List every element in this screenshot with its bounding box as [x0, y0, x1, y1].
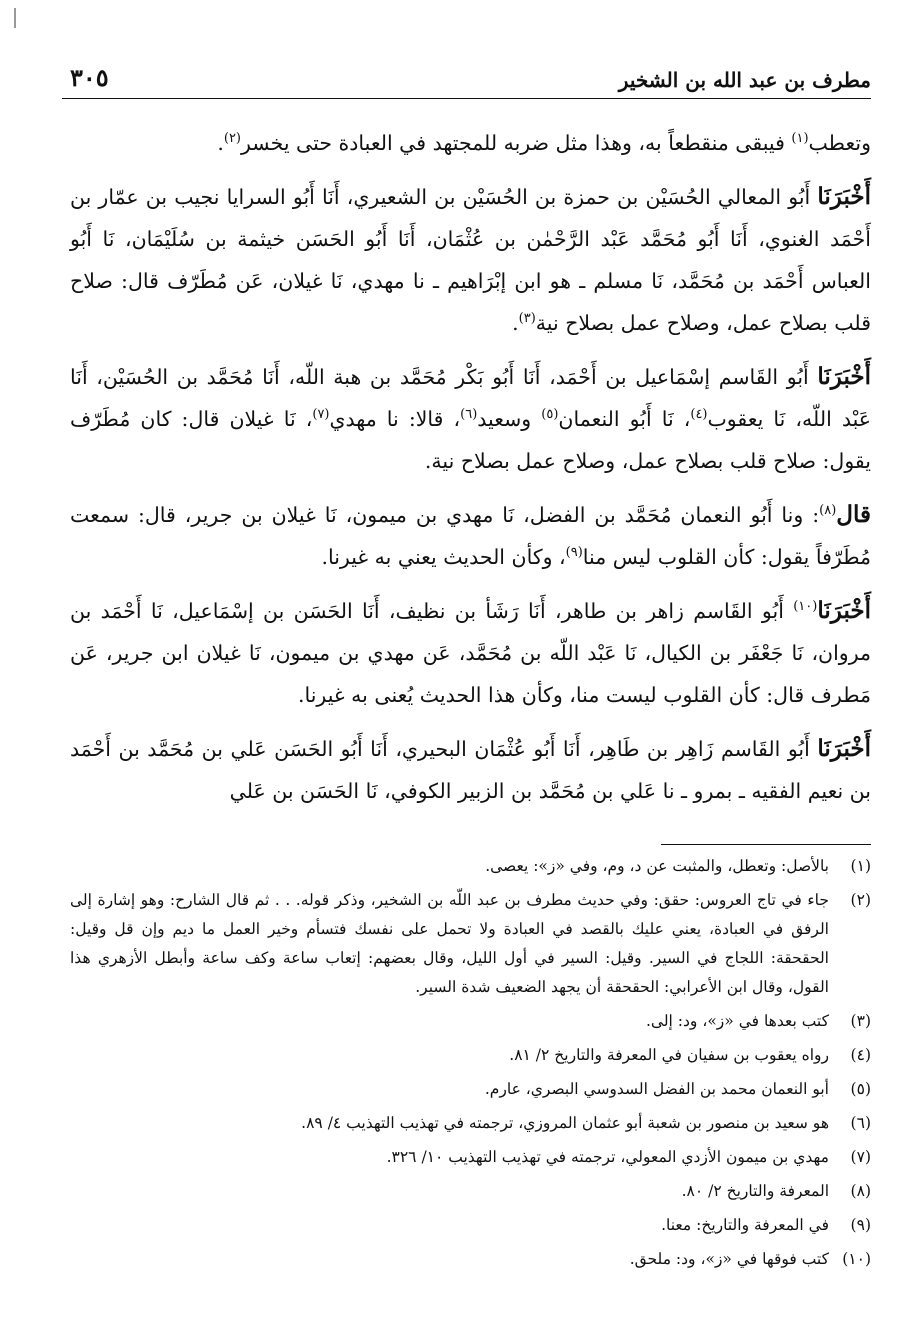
p4-text-b: ، وكأن الحديث يعني به غيرنا.: [321, 545, 566, 569]
footnote-ref-2: (٢): [223, 131, 241, 147]
footnote-number: (٤): [850, 1046, 871, 1064]
footnotes-list: [70, 852, 871, 1279]
footnote-ref-3: (٣): [518, 311, 536, 327]
p5-text: أَبُو القَاسم زاهر بن طاهر، أَنَا رَشَأ بن نظيف، أَنَا الحَسَن بن إسْمَاعيل، نَا أَحْمَد بن مروان، نَا جَعْفَر بن الكيال، نَا عَبْد اللّه بن مُحَمَّد، عَن مهدي بن ميمون، نَا غيلان ابن جرير، عَن مَطرف قال: كأن القلوب ليست منا، وكأن هذا الحديث يُعنى به غيرنا.: [70, 599, 871, 707]
footnote-ref-7: (٧): [312, 407, 330, 423]
p1-text-c: .: [217, 131, 224, 155]
p5-keyword: أَخْبَرَنَا: [817, 597, 871, 624]
footnote-ref-10: (١٠): [793, 599, 818, 615]
footnote-text: كتب بعدها في «ز»، ود: إلى.: [645, 1012, 829, 1030]
paragraph-6: [70, 728, 871, 812]
page-number: ٣٠٥: [70, 63, 109, 92]
footnote-number: (٥): [850, 1080, 871, 1098]
footnote-number: (٩): [850, 1216, 871, 1234]
footnote-text: مهدي بن ميمون الأزدي المعولي، ترجمته في تهذيب التهذيب ١٠/ ٣٢٦.: [386, 1148, 829, 1166]
footnote-item: [70, 1041, 871, 1070]
paragraph-1: [70, 122, 871, 164]
footnote-ref-9: (٩): [565, 545, 583, 561]
p3-text-a: أَبُو القَاسم إسْمَاعيل بن أَحْمَد، أَنَا أَبُو بَكْر مُحَمَّد بن هبة اللّه، أَنَا مُحَمَّد بن الحُسَيْن، أَنَا عَبْد اللّه، نَا يعقوب: [70, 365, 872, 431]
paragraph-5: [70, 590, 871, 716]
p3-keyword: أَخْبَرَنَا: [817, 363, 871, 390]
footnote-text: جاء في تاج العروس: حقق: وفي حديث مطرف بن عبد اللّه بن الشخير، وذكر قوله. . . ثم قال الشارح: وهو إشارة إلى الرفق في العبادة، يعني عليك بالقصد في العبادة ولا تحمل على نفسك فتسأم وخير العمل ما ديم وإن قل وقيل: الحقحقة: اللجاج في السير. وقيل: السير في أول الليل، وقال بعضهم: إتعاب ساعة وكف ساعة وأبطل الأزهري هذا القول، وقال ابن الأعرابي: الحقحقة أن يجهد الضعيف شدة السير.: [70, 891, 829, 996]
footnote-text: أبو النعمان محمد بن الفضل السدوسي البصري، عارم.: [484, 1080, 829, 1098]
p3-text-e: ، نَا غيلان قال: كان مُطَرّف يقول: صلاح قلب بصلاح عمل، وصلاح عمل بصلاح نية.: [70, 407, 871, 473]
scan-edge-mark: [14, 8, 16, 28]
footnote-number: (٣): [850, 1012, 871, 1030]
footnote-number: (٢): [850, 891, 871, 909]
p4-keyword: قال: [836, 501, 871, 528]
p4-text-a: : ونا أَبُو النعمان مُحَمَّد بن الفضل، نَا مهدي بن ميمون، نَا غيلان بن جرير، قال: سمعت مُطَرّفاً يقول: كأن القلوب ليس منا: [70, 503, 871, 569]
footnote-number: (١): [850, 857, 871, 875]
main-text: [70, 122, 871, 824]
page-header: [62, 58, 871, 99]
footnote-item: [70, 886, 871, 1002]
running-title: مطرف بن عبد الله بن الشخير: [618, 68, 871, 92]
footnote-text: كتب فوقها في «ز»، ود: ملحق.: [629, 1250, 829, 1268]
p3-text-d: ، قالا: نا مهدي: [329, 407, 461, 431]
p1-text-a: وتعطب: [808, 131, 871, 155]
footnote-ref-1: (١): [791, 131, 809, 147]
footnote-number: (١٠): [842, 1250, 871, 1268]
footnote-divider: [661, 844, 871, 845]
paragraph-2: [70, 176, 871, 344]
footnote-ref-5: (٥): [541, 407, 559, 423]
footnote-item: [70, 1075, 871, 1104]
p6-text: أَبُو القَاسم زَاهِر بن طَاهِر، أَنَا أَبُو عُثْمَان البحيري، أَنَا أَبُو الحَسَن عَلي بن مُحَمَّد بن أَحْمَد بن نعيم الفقيه ـ بمرو ـ نا عَلي بن مُحَمَّد بن الزبير الكوفي، نَا الحَسَن بن عَلي: [70, 737, 871, 803]
footnote-item: [70, 1143, 871, 1172]
footnote-item: [70, 852, 871, 881]
footnote-number: (٧): [850, 1148, 871, 1166]
footnote-ref-8: (٨): [819, 503, 837, 519]
p2-end: .: [512, 311, 519, 335]
footnote-item: [70, 1245, 871, 1274]
footnote-text: المعرفة والتاريخ ٢/ ٨٠.: [681, 1182, 829, 1200]
p3-text-c: وسعيد: [477, 407, 542, 431]
footnote-item: [70, 1177, 871, 1206]
paragraph-3: [70, 356, 871, 482]
footnote-text: رواه يعقوب بن سفيان في المعرفة والتاريخ ٢/ ٨١.: [509, 1046, 829, 1064]
p2-text: أَبُو المعالي الحُسَيْن بن حمزة بن الحُسَيْن بن الشعيري، أَنَا أَبُو السرايا نجيب بن عمّار بن أَحْمَد الغنوي، أَنَا أَبُو مُحَمَّد عَبْد الرَّحْمٰن بن عُثْمَان، أَنَا أَبُو الحَسَن خيثمة بن سُلَيْمَان، نَا أَبُو العباس أَحْمَد بن مُحَمَّد، نَا مسلم ـ هو ابن إبْرَاهيم ـ نا مهدي، نَا غيلان، عَن مُطَرّف قال: صلاح قلب بصلاح عمل، وصلاح عمل بصلاح نية: [70, 185, 871, 335]
footnote-ref-6: (٦): [460, 407, 478, 423]
p6-keyword: أَخْبَرَنَا: [817, 735, 871, 762]
footnote-text: بالأصل: وتعطل، والمثبت عن د، وم، وفي «ز»: يعصى.: [485, 857, 829, 875]
footnote-item: [70, 1007, 871, 1036]
footnote-text: في المعرفة والتاريخ: معنا.: [661, 1216, 829, 1234]
footnote-text: هو سعيد بن منصور بن شعبة أبو عثمان المروزي، ترجمته في تهذيب التهذيب ٤/ ٨٩.: [301, 1114, 829, 1132]
footnote-number: (٦): [850, 1114, 871, 1132]
footnote-item: [70, 1109, 871, 1138]
p3-text-b: ، نَا أَبُو النعمان: [558, 407, 691, 431]
footnote-ref-4: (٤): [690, 407, 708, 423]
paragraph-4: [70, 494, 871, 578]
p1-text-b: فيبقى منقطعاً به، وهذا مثل ضربه للمجتهد في العبادة حتى يخسر: [241, 131, 792, 155]
footnote-item: [70, 1211, 871, 1240]
footnote-number: (٨): [850, 1182, 871, 1200]
p2-keyword: أَخْبَرَنَا: [817, 183, 871, 210]
